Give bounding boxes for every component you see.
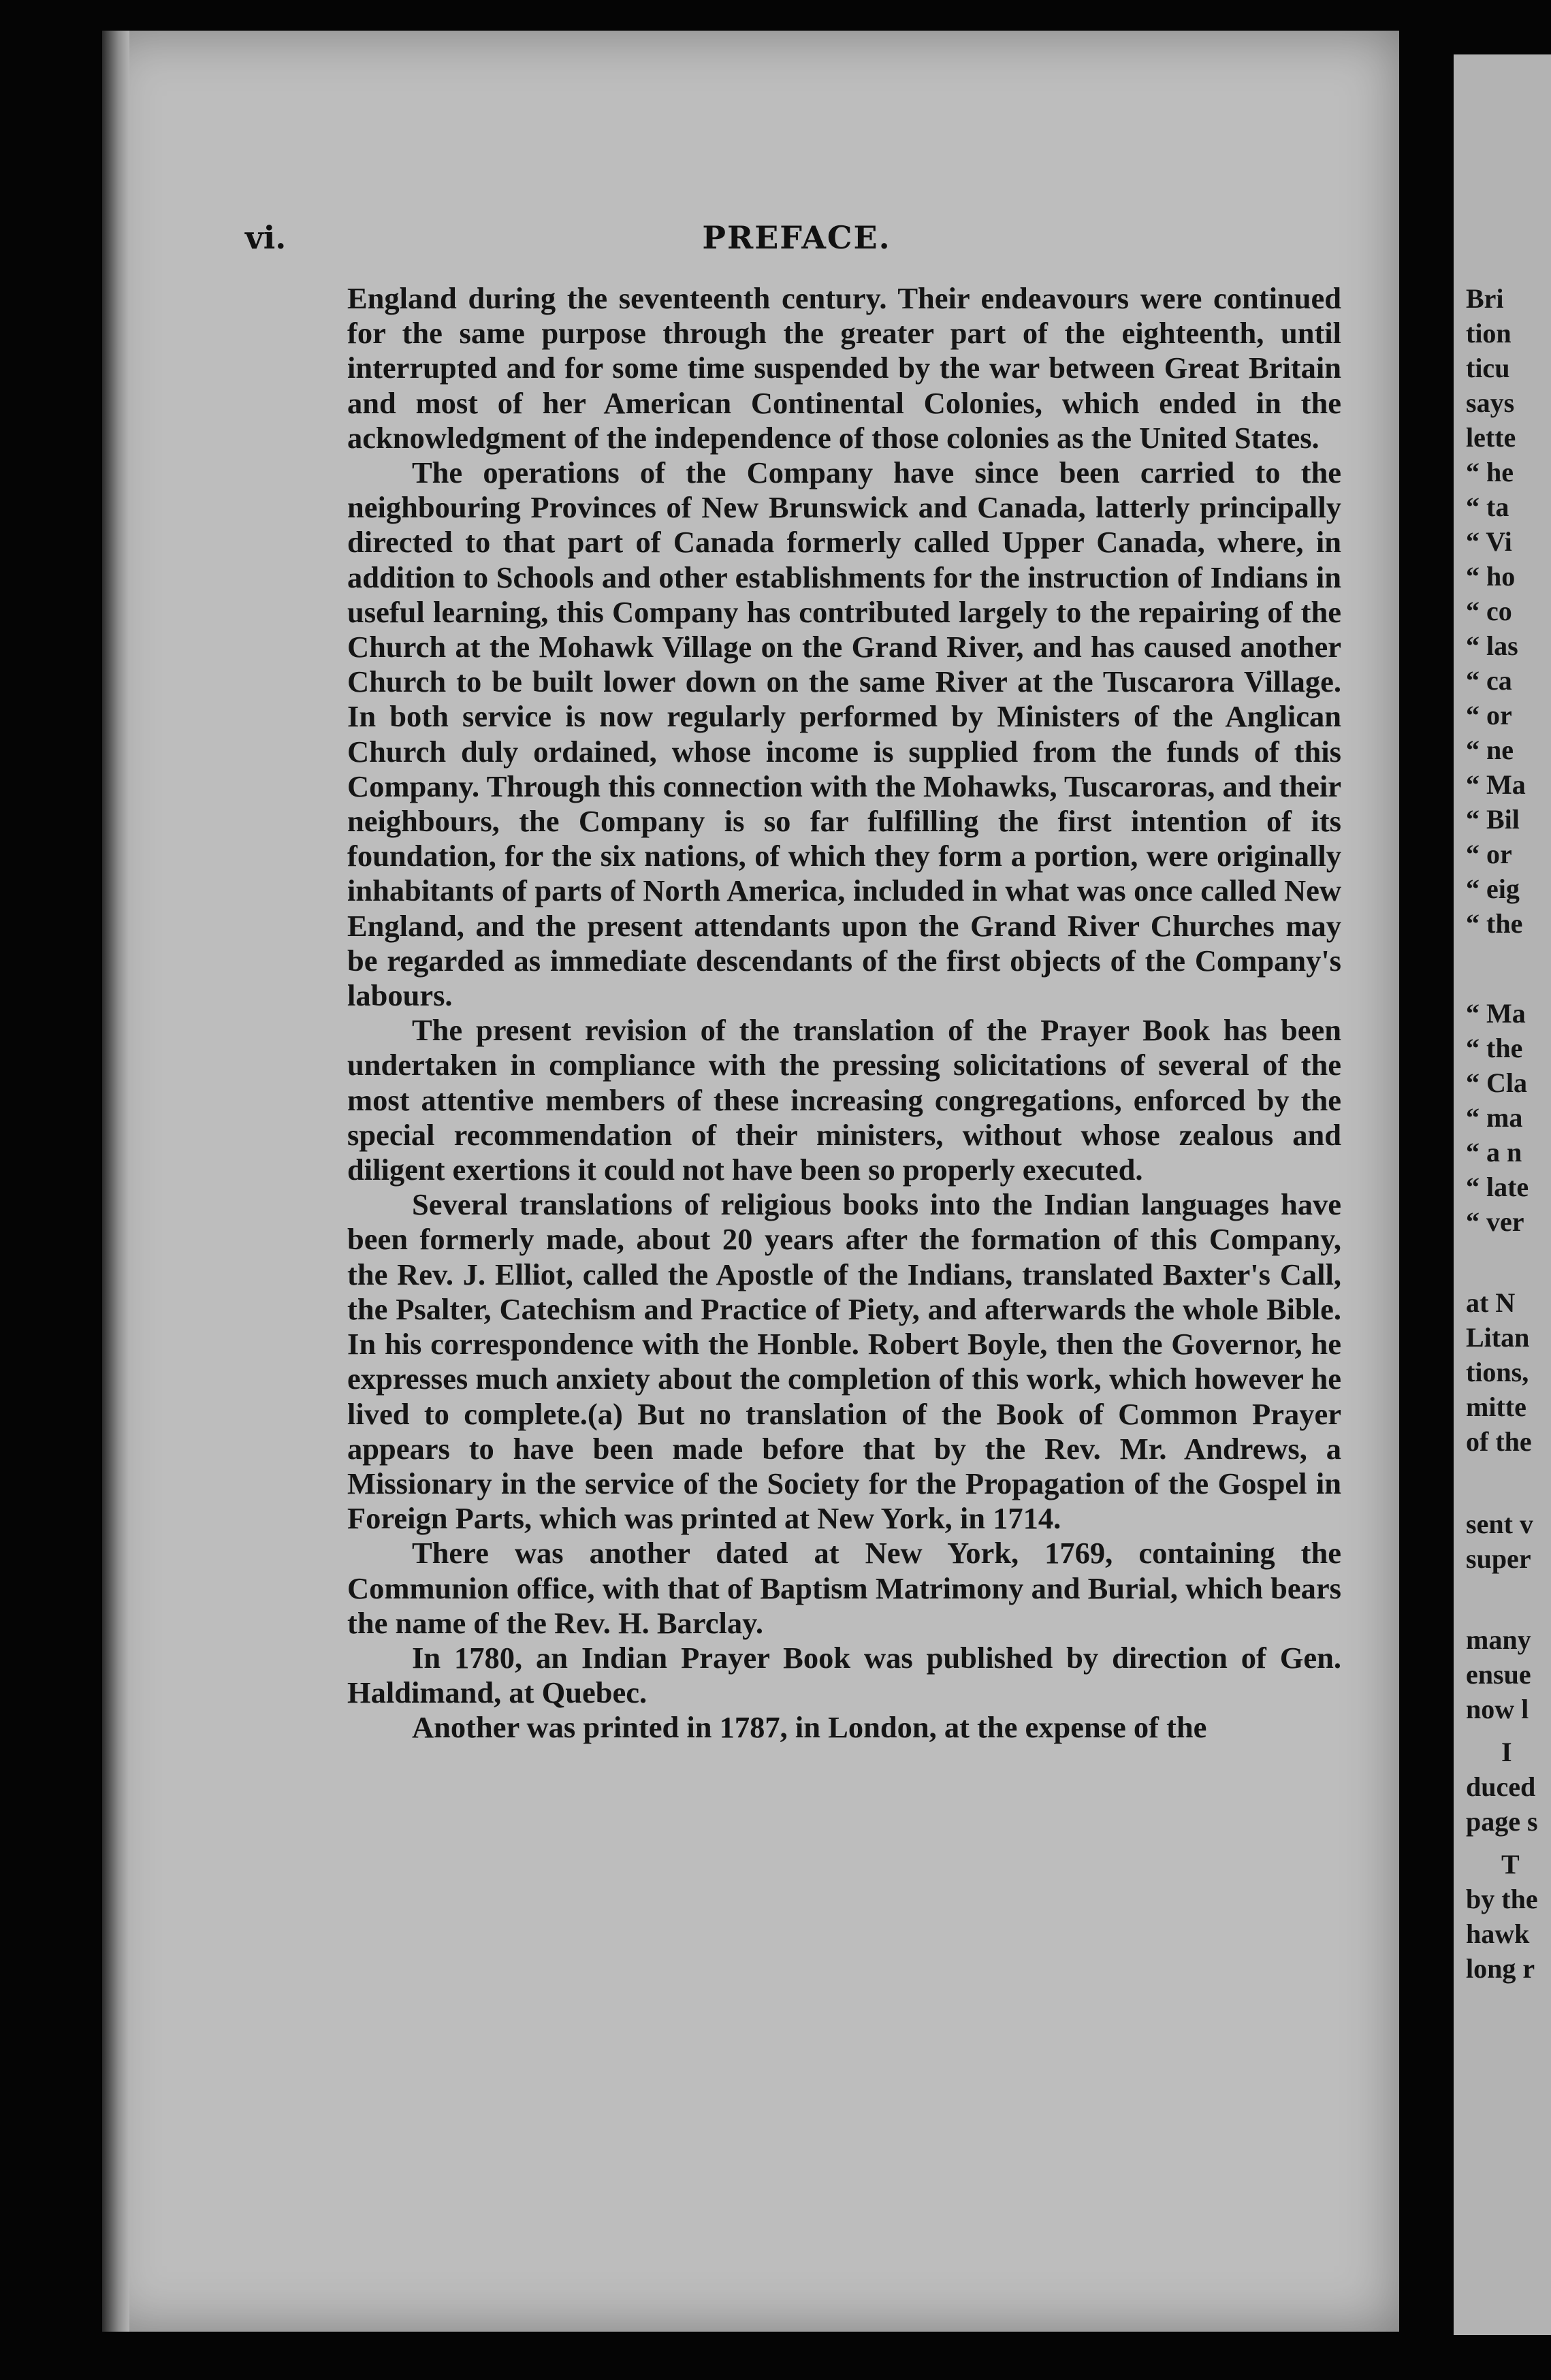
adjacent-page-fragment: says bbox=[1466, 387, 1515, 418]
paragraph-6: In 1780, an Indian Prayer Book was published by direction of Gen. Haldimand, at Quebec. bbox=[347, 1640, 1341, 1710]
adjacent-page-fragment: “ Ma bbox=[1466, 998, 1526, 1029]
adjacent-page-fragment: of the bbox=[1466, 1426, 1532, 1457]
page-number: vi. bbox=[245, 219, 287, 256]
adjacent-page-fragment: “ or bbox=[1466, 839, 1512, 869]
adjacent-page-fragment: mitte bbox=[1466, 1392, 1526, 1422]
paragraph-4: Several translations of religious books into the Indian languages have been formerly made, about 20 years after the formation of this Company, the Rev. J. Elliot, called the Apostle of the Indians, translated Baxter's Call, the Psalter, Catechism and Practice of Piety, and afterwards the whole Bible. In his correspondence with the Honble. Robert Boyle, then the Governor, he expresses much anxiety about the completion of this work, which however he lived to complete.(a) But no translation of the Book of Common Prayer appears to have been made before that by the Rev. Mr. Andrews, a Missionary in the service of the Society for the Propagation of the Gospel in Foreign Parts, which was printed at New York, in 1714. bbox=[347, 1187, 1341, 1536]
adjacent-page-fragment: hawk bbox=[1466, 1918, 1530, 1949]
adjacent-page-strip bbox=[1454, 54, 1551, 2335]
adjacent-page-fragment: ensue bbox=[1466, 1659, 1531, 1690]
adjacent-page-fragment: “ co bbox=[1466, 596, 1512, 626]
adjacent-page-fragment: page s bbox=[1466, 1806, 1538, 1837]
adjacent-page-fragment: “ late bbox=[1466, 1172, 1529, 1202]
adjacent-page-fragment: “ ho bbox=[1466, 561, 1516, 592]
adjacent-page-fragment: “ or bbox=[1466, 700, 1512, 730]
paragraph-5: There was another dated at New York, 1769, containing the Communion office, with that of Baptism Matrimony and Burial, which bears the name of the Rev. H. Barclay. bbox=[347, 1536, 1341, 1640]
adjacent-page-fragment: by the bbox=[1466, 1884, 1538, 1914]
paragraph-1: England during the seventeenth century. Their endeavours were continued for the same purpose through the greater part of the eighteenth, until interrupted and for some time suspended by the war between Great Britain and most of her American Continental Colonies, which ended in the acknowledgment of the independence of those colonies as the United States. bbox=[347, 281, 1341, 455]
adjacent-page-fragment: “ a n bbox=[1466, 1137, 1522, 1168]
adjacent-page-fragment: “ eig bbox=[1466, 873, 1520, 904]
paragraph-3: The present revision of the translation of the Prayer Book has been undertaken in compliance with the pressing solicitations of several of the most attentive members of these increasing congregations, enforced by the special recommendation of their ministers, without whose zealous and diligent exertions it could not have been so properly executed. bbox=[347, 1013, 1341, 1187]
adjacent-page-fragment: “ the bbox=[1466, 908, 1523, 939]
adjacent-page-fragment: super bbox=[1466, 1543, 1531, 1574]
adjacent-page-fragment: I bbox=[1501, 1737, 1512, 1767]
adjacent-page-fragment: duced bbox=[1466, 1771, 1536, 1802]
adjacent-page-fragment: many bbox=[1466, 1624, 1531, 1655]
adjacent-page-fragment: tion bbox=[1466, 318, 1512, 349]
paragraph-7: Another was printed in 1787, in London, at the expense of the bbox=[412, 1710, 1207, 1745]
page-gutter-edge bbox=[102, 31, 129, 2332]
preface-body bbox=[347, 281, 1341, 1746]
adjacent-page-fragment: “ Cla bbox=[1466, 1067, 1527, 1098]
adjacent-page-fragment: Bri bbox=[1466, 283, 1504, 314]
adjacent-page-fragment: “ ne bbox=[1466, 735, 1514, 765]
adjacent-page-fragment: ticu bbox=[1466, 353, 1510, 383]
adjacent-page-fragment: “ ma bbox=[1466, 1102, 1523, 1133]
adjacent-page-fragment: lette bbox=[1466, 422, 1516, 453]
adjacent-page-fragment: T bbox=[1501, 1849, 1520, 1880]
adjacent-page-fragment: “ Bil bbox=[1466, 804, 1520, 835]
adjacent-page-fragment: now l bbox=[1466, 1694, 1529, 1724]
adjacent-page-fragment: tions, bbox=[1466, 1357, 1529, 1387]
adjacent-page-fragment: “ ver bbox=[1466, 1206, 1524, 1237]
running-title: PREFACE. bbox=[702, 219, 891, 256]
adjacent-page-fragment: “ ca bbox=[1466, 665, 1512, 696]
adjacent-page-fragment: “ las bbox=[1466, 630, 1518, 661]
page-header bbox=[245, 219, 1348, 267]
adjacent-page-fragment: sent v bbox=[1466, 1509, 1533, 1539]
paragraph-2: The operations of the Company have since been carried to the neighbouring Provinces of New Brunswick and Canada, latterly principally directed to that part of Canada formerly called Upper Canada, where, in addition to Schools and other establishments for the instruction of Indians in useful learning, this Company has contributed largely to the repairing of the Church at the Mohawk Village on the Grand River, and has caused another Church to be built lower down on the same River at the Tuscarora Village. In both service is now regularly performed by Ministers of the Anglican Church duly ordained, whose income is supplied from the funds of this Company. Through this connection with the Mohawks, Tuscaroras, and their neighbours, the Company is so far fulfilling the first intention of its foundation, for the six nations, of which they form a portion, were originally inhabitants of parts of North America, included in what was once called New England, and the present attendants upon the Grand River Churches may be regarded as immediate descendants of the first objects of the Company's labours. bbox=[347, 455, 1341, 1013]
adjacent-page-fragment: “ he bbox=[1466, 457, 1514, 487]
adjacent-page-fragment: “ ta bbox=[1466, 492, 1509, 522]
adjacent-page-fragment: “ the bbox=[1466, 1033, 1523, 1063]
adjacent-page-fragment: long r bbox=[1466, 1953, 1535, 1984]
adjacent-page-fragment: “ Ma bbox=[1466, 769, 1526, 800]
adjacent-page-fragment: “ Vi bbox=[1466, 526, 1512, 557]
adjacent-page-fragment: at N bbox=[1466, 1287, 1516, 1318]
adjacent-page-fragment: Litan bbox=[1466, 1322, 1530, 1353]
